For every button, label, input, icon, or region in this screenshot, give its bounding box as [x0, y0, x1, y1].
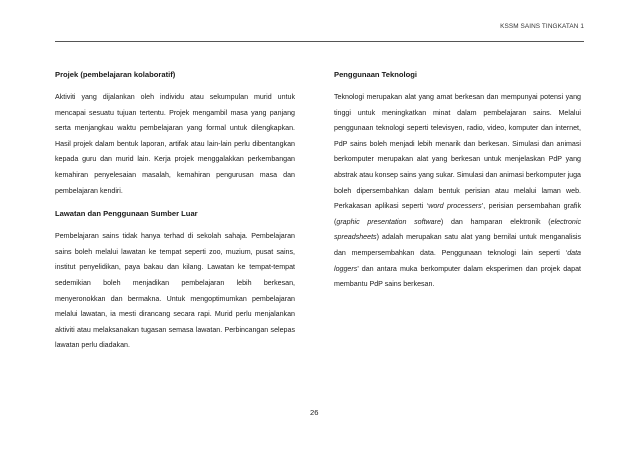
section-heading-projek: Projek (pembelajaran kolaboratif): [55, 70, 176, 79]
right-column: [334, 70, 581, 293]
paragraph-lawatan: Pembelajaran sains tidak hanya terhad di sekolah sahaja. Pembelajaran sains boleh melalui lawatan ke tempat seperti zoo, muzium, pusat sains, institut penyelidikan, paya bakau dan kilang. Lawatan ke tempat-tempat sedemikian boleh menjadikan pembelajaran lebih berkesan, menyeronokkan dan bermakna. Untuk mengoptimumkan pembelajaran melalui lawatan, ia mesti dirancang secara rapi. Murid perlu menjalankan aktiviti atau melaksanakan tugasan semasa lawatan. Perbincangan selepas lawatan perlu diadakan.: [55, 232, 295, 350]
text-run: ’ dan antara muka berkomputer dalam eksperimen dan projek dapat membantu PdP sains berkesan.: [334, 264, 581, 289]
page-number: 26: [310, 408, 319, 417]
text-run: Teknologi merupakan alat yang amat berkesan dan mempunyai potensi yang tinggi untuk meningkatkan minat dalam pembelajaran sains. Melalui penggunaan teknologi seperti televisyen, radio, video, komputer dan internet, PdP sains boleh menjadi lebih menarik dan berkesan. Simulasi dan animasi berkomputer merupakan alat yang berkesan untuk menjelaskan PdP yang abstrak atau konsep sains yang sukar. Simulasi dan animasi berkomputer juga boleh dipersembahkan dalam bentuk perisian atau melalui laman web. Perkakasan aplikasi seperti ‘: [334, 93, 581, 211]
term-word-processers: word processers: [428, 202, 482, 211]
left-column: [55, 70, 295, 354]
text-run: ) adalah merupakan satu alat yang bernilai untuk menganalisis dan mempersembahkan data. Penggunaan teknologi lain seperti ‘: [334, 233, 581, 257]
paragraph-teknologi: [334, 90, 581, 293]
running-header: KSSM SAINS TINGKATAN 1: [500, 23, 584, 30]
term-data-loggers: data loggers: [334, 248, 581, 273]
text-run: ’, perisian persembahan grafik (: [334, 202, 582, 226]
text-run: ) dan hamparan elektronik (: [440, 217, 551, 226]
section-heading-lawatan: Lawatan dan Penggunaan Sumber Luar: [55, 209, 198, 219]
term-graphic-presentation: graphic presentation software: [336, 217, 441, 226]
header-divider: [55, 41, 584, 42]
paragraph-projek: Aktiviti yang dijalankan oleh individu atau sekumpulan murid untuk mencapai sesuatu tujuan tertentu. Projek mengambil masa yang panjang serta menjangkau waktu pembelajaran yang formal untuk dilengkapkan. Hasil projek dalam bentuk laporan, artifak atau lain-lain perlu dibentangkan kepada guru dan murid lain. Kerja projek menggalakkan perkembangan kemahiran penyelesaian masalah, kemahiran pengurusan masa dan pembelajaran kendiri.: [55, 93, 295, 195]
term-electronic-spreadsheets: electronic spreadsheets: [334, 217, 582, 242]
section-heading-teknologi: Penggunaan Teknologi: [334, 70, 417, 79]
